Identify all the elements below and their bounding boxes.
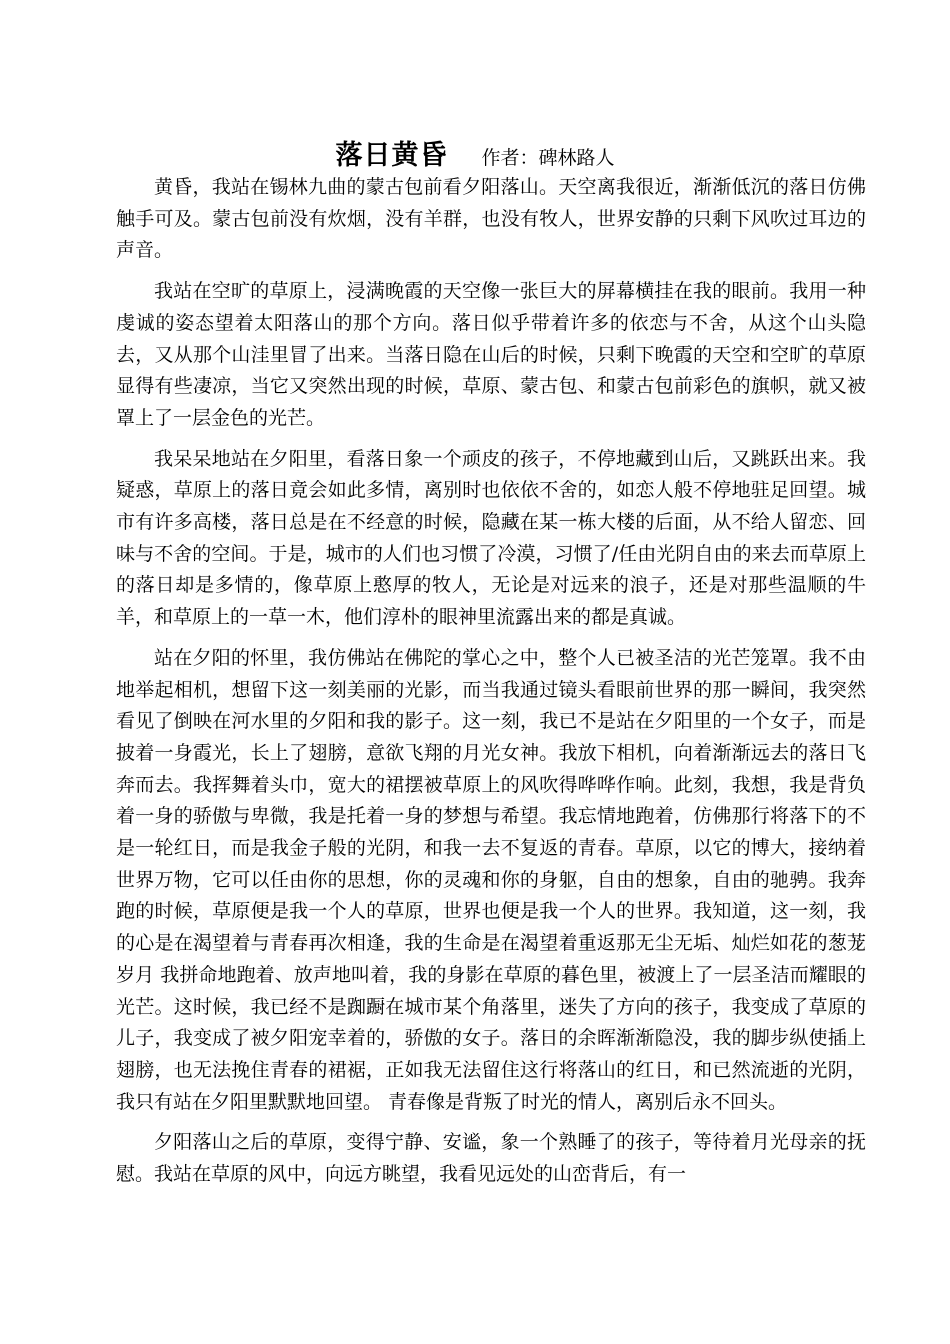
paragraph-1: 黄昏，我站在锡林九曲的蒙古包前看夕阳落山。天空离我很近，渐渐低沉的落日仿佛触手可及。蒙古包前没有炊烟，没有羊群，也没有牧人，世界安静的只剩下风吹过耳边的声音。 xyxy=(116,176,866,262)
paragraph-5: 夕阳落山之后的草原，变得宁静、安谧，象一个熟睡了的孩子，等待着月光母亲的抚慰。我站在草原的风中，向远方眺望，我看见远处的山峦背后，有一 xyxy=(116,1131,866,1186)
article-title: 落日黄昏 xyxy=(335,140,448,171)
paragraph-4: 站在夕阳的怀里，我仿佛站在佛陀的掌心之中，整个人已被圣洁的光芒笼罩。我不由地举起相机，想留下这一刻美丽的光影，而当我通过镜头看眼前世界的那一瞬间，我突然看见了倒映在河水里的夕阳和我的影子。这一刻，我已不是站在夕阳里的一个女子，而是披着一身霞光，长上了翅膀，意欲飞翔的月光女神。我放下相机，向着渐渐远去的落日飞奔而去。我挥舞着头巾，宽大的裙摆被草原上的风吹得哗哗作响。此刻，我想，我是背负着一身的骄傲与卑微，我是托着一身的梦想与希望。我忘情地跑着，仿佛那行将落下的不是一轮红日，而是我金子般的光阴，和我一去不复返的青春。草原，以它的博大，接纳着世界万物，它可以任由你的思想，你的灵魂和你的身躯，自由的想象，自由的驰骋。我奔跑的时候，草原便是我一个人的草原，世界也便是我一个人的世界。我知道，这一刻，我的心是在渴望着与青春再次相逢，我的生命是在渴望着重返那无尘无垢、灿烂如花的葱茏岁月 我拼命地跑着、放声地叫着，我的身影在草原的暮色里，被渡上了一层圣洁而耀眼的光芒。这时候，我已经不是踟蹰在城市某个角落里，迷失了方向的孩子，我变成了草原的儿子，我变成了被夕阳宠幸着的，骄傲的女子。落日的余晖渐渐隐没，我的脚步纵使插上翅膀，也无法挽住青春的裙裾，正如我无法留住这行将落山的红日，和已然流逝的光阴，我只有站在夕阳里默默地回望。 青春像是背叛了时光的情人，离别后永不回头。 xyxy=(116,646,866,1113)
article-body xyxy=(116,172,866,1200)
author-line: 作者：碑林路人 xyxy=(481,147,615,169)
paragraph-3: 我呆呆地站在夕阳里，看落日象一个顽皮的孩子，不停地藏到山后，又跳跃出来。我疑惑，草原上的落日竟会如此多情，离别时也依依不舍的，如恋人般不停地驻足回望。城市有许多高楼，落日总是在不经意的时候，隐藏在某一栋大楼的后面，从不给人留恋、回味与不舍的空间。于是，城市的人们也习惯了冷漠，习惯了/任由光阴自由的来去而草原上的落日却是多情的，像草原上憨厚的牧人，无论是对远来的浪子，还是对那些温顺的牛羊，和草原上的一草一木，他们淳朴的眼神里流露出来的都是真诚。 xyxy=(116,447,866,629)
paragraph-2: 我站在空旷的草原上，浸满晚霞的天空像一张巨大的屏幕横挂在我的眼前。我用一种虔诚的姿态望着太阳落山的那个方向。落日似乎带着许多的依恋与不舍，从这个山头隐去，又从那个山洼里冒了出来。当落日隐在山后的时候，只剩下晚霞的天空和空旷的草原显得有些凄凉，当它又突然出现的时候，草原、蒙古包、和蒙古包前彩色的旗帜，就又被罩上了一层金色的光芒。 xyxy=(116,280,866,429)
title-line xyxy=(0,133,950,172)
